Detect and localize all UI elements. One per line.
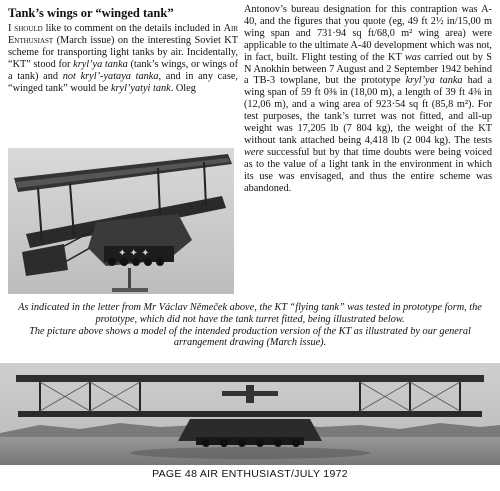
right-text-run-3: had a wing span of 59 ft 0⅜ in (18,00 m), a length of 39 ft 4⅜ in (12,06 m), and a wing area of 923·54 sq ft (85,8 m²). For test purposes, the tank’s turret was not fitted, and all-up weight was 17,205 lb (7 804 kg), the weight of the KT without tank attached being 4,418 lb (2 004 kg). The tests: [244, 75, 493, 146]
left-text-run-3: (tank’s wings, or wings of a tank) and: [8, 58, 238, 82]
left-italic-1: kryl’ya tanka: [73, 58, 128, 70]
article-headline: Tank’s wings or “winged tank”: [8, 6, 174, 20]
right-column: [244, 4, 492, 195]
caption-line-2: The picture above shows a model of the intended production version of the KT as illustrated by our general arrangement drawing (March issue).: [29, 325, 471, 349]
photo-caption: [8, 302, 492, 349]
left-body-text: [8, 23, 238, 94]
left-text-run-1: like to comment on the details included in: [42, 23, 224, 34]
right-body-text: [244, 4, 492, 195]
right-text-run-2: carried out by S N Anokhin between 7 August and 2 September 1942 behind a TB-3 towplane, but the prototype: [244, 51, 492, 87]
model-photo: [8, 148, 234, 294]
page-footer: PAGE 48 AIR ENTHUSIAST/JULY 1972: [152, 468, 348, 480]
left-italic-3: kryl’yatyi tank: [110, 82, 171, 94]
left-text-run-5: . Oleg: [170, 82, 196, 94]
model-biplane-tank-image: [8, 148, 234, 294]
left-italic-2: not kryl’-yataya tanka: [62, 70, 159, 82]
right-italic-2: kryl’ya tanka: [405, 75, 463, 87]
prototype-photo: [0, 363, 500, 465]
right-text-run-4: successful but by that time doubts were being voiced as to the value of a light tank in the environment in which its use was envisaged, and thus the entire scheme was abandoned.: [244, 146, 492, 194]
right-italic-3: were: [244, 146, 264, 158]
right-italic-1: was: [404, 51, 421, 63]
right-text-run-1: Antonov’s bureau designation for this contraption was A-40, and the figures that you quote (eg, 49 ft 2½ in/15,00 m wing span and 731·94 sq ft/68,0 m² wing area) were applicable to the ultimate A-40 development which was not, in fact, built. Flight testing of the KT: [244, 4, 492, 63]
left-column: [8, 6, 238, 94]
prototype-biplane-tank-image: [0, 363, 500, 465]
left-text-run-2: (March issue) on the interesting Soviet KT scheme for transporting light tanks by air. Incidentally, “KT” stood for: [8, 34, 238, 70]
left-text-run-4: , and in any case, “winged tank” would be: [8, 70, 238, 94]
drop-cap-words: I should: [8, 23, 43, 34]
svg-text:✦ ✦ ✦: ✦ ✦ ✦: [118, 248, 150, 259]
magazine-name: Air Enthusiast: [8, 23, 238, 46]
caption-line-1: As indicated in the letter from Mr Václav Němeček above, the KT “flying tank” was tested in prototype form, the prototype, which did not have the tank turret fitted, being illustrated below.: [18, 302, 482, 325]
